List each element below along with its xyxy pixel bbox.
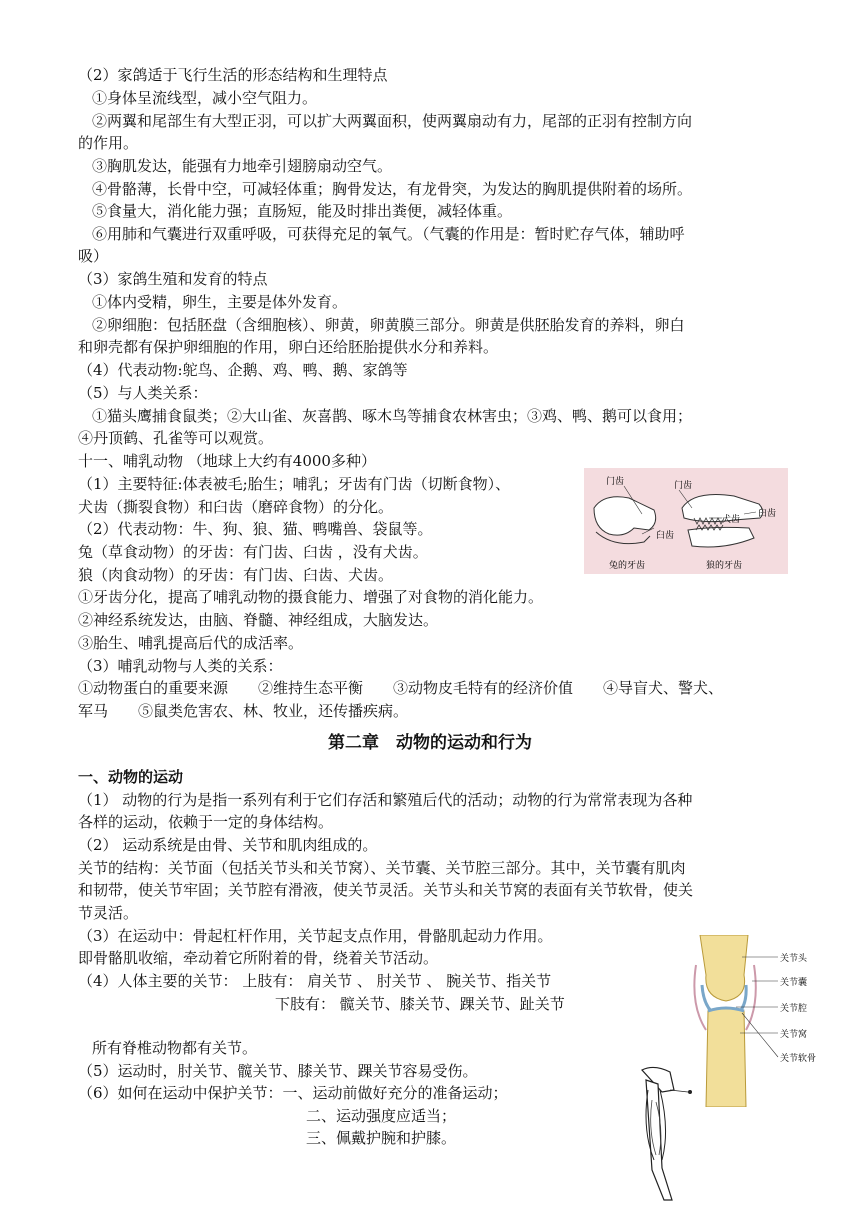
label-joint-cavity: 关节腔 [780, 1004, 808, 1014]
caption-wolf: 狼的牙齿 [706, 561, 743, 571]
text-line: 二、运动强度应适当； [306, 1107, 457, 1125]
label-molar-wolf: 臼齿 [758, 509, 777, 519]
label-incisor-rabbit: 门齿 [606, 477, 625, 487]
text-line: 犬齿（撕裂食物）和臼齿（磨碎食物）的分化。 [78, 498, 394, 516]
text-line: ①身体呈流线型，减小空气阻力。 [92, 89, 318, 107]
text-line: ②神经系统发达，由脑、脊髓、神经组成，大脑发达。 [78, 611, 439, 629]
text-line: （1）主要特征:体表被毛;胎生；哺乳；牙齿有门齿（切断食物）、 [78, 475, 511, 493]
text-line: ⑤食量大，消化能力强；直肠短，能及时排出粪便，减轻体重。 [92, 202, 513, 220]
text-line: 三、佩戴护腕和护膝。 [306, 1129, 457, 1147]
text-line: ③胸肌发达，能强有力地牵引翅膀扇动空气。 [92, 157, 393, 175]
text-line: 十一、哺乳动物 （地球上大约有4000多种） [78, 452, 376, 470]
label-joint-capsule: 关节囊 [780, 978, 808, 988]
text-line: （3）哺乳动物与人类的关系： [78, 657, 283, 675]
label-molar-rabbit: 臼齿 [656, 531, 675, 541]
text-line: （2）代表动物：牛、狗、狼、猫、鸭嘴兽、袋鼠等。 [78, 520, 433, 538]
text-line: 兔（草食动物）的牙齿：有门齿、臼齿 ，没有犬齿。 [78, 543, 428, 561]
arm-muscle-figure [634, 1060, 694, 1210]
text-line: ⑥用肺和气囊进行双重呼吸，可获得充足的氧气。（气囊的作用是：暂时贮存气体，辅助呼 [92, 225, 685, 243]
text-line: ①牙齿分化，提高了哺乳动物的摄食能力、增强了对食物的消化能力。 [78, 588, 544, 606]
text-line: ②卵细胞：包括胚盘（含细胞核）、卵黄，卵黄膜三部分。卵黄是供胚胎发育的养料，卵白 [92, 316, 685, 334]
text-line: 关节的结构：关节面（包括关节头和关节窝）、关节囊、关节腔三部分。其中，关节囊有肌肉 [78, 859, 686, 877]
caption-rabbit: 兔的牙齿 [609, 561, 646, 571]
text-line: （3）家鸽生殖和发育的特点 [78, 270, 268, 288]
teeth-figure [584, 468, 788, 574]
label-joint-cartilage: 关节软骨 [780, 1054, 817, 1064]
label-canine-wolf: 犬齿 [722, 515, 741, 525]
label-joint-head: 关节头 [780, 954, 808, 964]
text-line: 即骨骼肌收缩，牵动着它所附着的骨，绕着关节活动。 [78, 949, 439, 967]
text-line: （1） 动物的行为是指一系列有利于它们存活和繁殖后代的活动；动物的行为常常表现为各种 [78, 791, 693, 809]
text-line: （6）如何在运动中保护关节：一、运动前做好充分的准备运动； [78, 1084, 508, 1102]
text-line: ④骨骼薄，长骨中空，可减轻体重；胸骨发达，有龙骨突，为发达的胸肌提供附着的场所。 [92, 180, 693, 198]
text-line: （3）在运动中：骨起杠杆作用，关节起支点作用，骨骼肌起动力作用。 [78, 927, 553, 945]
text-line: 一、动物的运动 [78, 768, 184, 786]
text-line: 狼（肉食动物）的牙齿：有门齿、臼齿、犬齿。 [78, 566, 394, 584]
text-line: 所有脊椎动物都有关节。 [92, 1039, 258, 1057]
text-line: （4）代表动物:鸵鸟、企鹅、鸡、鸭、鹅、家鸽等 [78, 361, 408, 379]
text-line: ②两翼和尾部生有大型正羽，可以扩大两翼面积，使两翼扇动有力，尾部的正羽有控制方向 [92, 112, 693, 130]
text-line: 各样的运动，依赖于一定的身体结构。 [78, 813, 334, 831]
text-line: （2） 运动系统是由骨、关节和肌肉组成的。 [78, 836, 378, 854]
text-line: 和卵壳都有保护卵细胞的作用，卵白还给胚胎提供水分和养料。 [78, 338, 499, 356]
joint-figure [686, 935, 822, 1107]
text-line: （5）与人类关系： [78, 384, 208, 402]
text-line: 节灵活。 [78, 904, 139, 922]
text-line: 下肢有： 髋关节、膝关节、踝关节、趾关节 [275, 995, 565, 1013]
text-line: 和韧带，使关节牢固；关节腔有滑液，使关节灵活。关节头和关节窝的表面有关节软骨，使关 [78, 881, 694, 899]
text-line: ①动物蛋白的重要来源 ②维持生态平衡 ③动物皮毛特有的经济价值 ④导盲犬、警犬、 [78, 679, 724, 697]
text-line: （4）人体主要的关节： 上肢有： 肩关节 、 肘关节 、 腕关节、指关节 [78, 972, 552, 990]
text-line: （5）运动时，肘关节、髋关节、膝关节、踝关节容易受伤。 [78, 1062, 478, 1080]
text-line: 吸） [78, 247, 109, 265]
text-line: 军马 ⑤鼠类危害农、林、牧业，还传播疾病。 [78, 702, 409, 720]
text-line: ④丹顶鹤、孔雀等可以观赏。 [78, 429, 274, 447]
text-line: ①猫头鹰捕食鼠类；②大山雀、灰喜鹊、啄木鸟等捕食农林害虫；③鸡、鸭、鹅可以食用； [92, 407, 693, 425]
label-joint-socket: 关节窝 [780, 1030, 808, 1040]
text-line: （2）家鸽适于飞行生活的形态结构和生理特点 [78, 66, 388, 84]
chapter-title: 第二章 动物的运动和行为 [328, 733, 532, 753]
label-incisor-wolf: 门齿 [674, 481, 693, 491]
text-line: ①体内受精，卵生，主要是体外发育。 [92, 293, 348, 311]
text-line: ③胎生、哺乳提高后代的成活率。 [78, 634, 304, 652]
text-line: 的作用。 [78, 134, 139, 152]
